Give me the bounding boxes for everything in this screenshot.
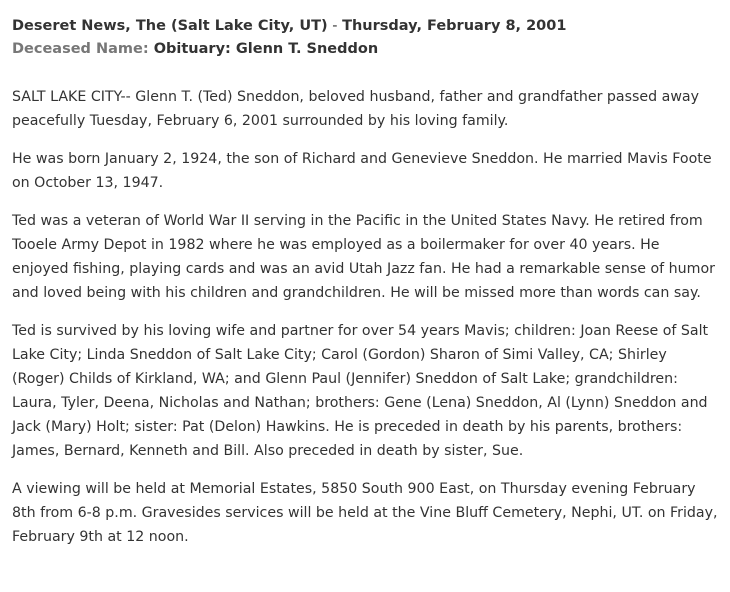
obituary-body xyxy=(12,85,718,549)
deceased-name-line xyxy=(12,39,718,59)
publication-separator: - xyxy=(327,18,343,34)
obituary-paragraph-services: A viewing will be held at Memorial Estates, 5850 South 900 East, on Thursday evening February 8th from 6-8 p.m. Gravesides services will be held at the Vine Bluff Cemetery, Nephi, UT. on Friday, February 9th at 12 noon. xyxy=(12,481,718,545)
obituary-paragraph-life: Ted was a veteran of World War II serving in the Pacific in the United States Navy. He retired from Tooele Army Depot in 1982 where he was employed as a boilermaker for over 40 years. He enjoyed fishing, playing cards and was an avid Utah Jazz fan. He had a remarkable sense of humor and loved being with his children and grandchildren. He will be missed more than words can say. xyxy=(12,213,716,301)
obituary-paragraph-birth: He was born January 2, 1924, the son of Richard and Genevieve Sneddon. He married Mavis Foote on October 13, 1947. xyxy=(12,151,712,191)
publication-line xyxy=(12,16,718,36)
obituary-paragraph-survivors: Ted is survived by his loving wife and partner for over 54 years Mavis; children: Joan Reese of Salt Lake City; Linda Sneddon of Salt Lake City; Carol (Gordon) Sharon of Simi Valley, CA; Shirley (Roger) Childs of Kirkland, WA; and Glenn Paul (Jennifer) Sneddon of Salt Lake; grandchildren: Laura, Tyler, Deena, Nicholas and Nathan; brothers: Gene (Lena) Sneddon, Al (Lynn) Sneddon and Jack (Mary) Holt; sister: Pat (Delon) Hawkins. He is preceded in death by his parents, brothers: James, Bernard, Kenneth and Bill. Also preceded in death by sister, Sue. xyxy=(12,323,709,459)
obituary-paragraph-announcement: SALT LAKE CITY-- Glenn T. (Ted) Sneddon, beloved husband, father and grandfather passed away peacefully Tuesday, February 6, 2001 surrounded by his loving family. xyxy=(12,89,700,129)
publication-source: Deseret News, The (Salt Lake City, UT) xyxy=(12,18,328,34)
deceased-name-value: Obituary: Glenn T. Sneddon xyxy=(153,41,379,57)
publication-date: Thursday, February 8, 2001 xyxy=(342,18,567,34)
deceased-name-label: Deceased Name: xyxy=(12,41,149,57)
